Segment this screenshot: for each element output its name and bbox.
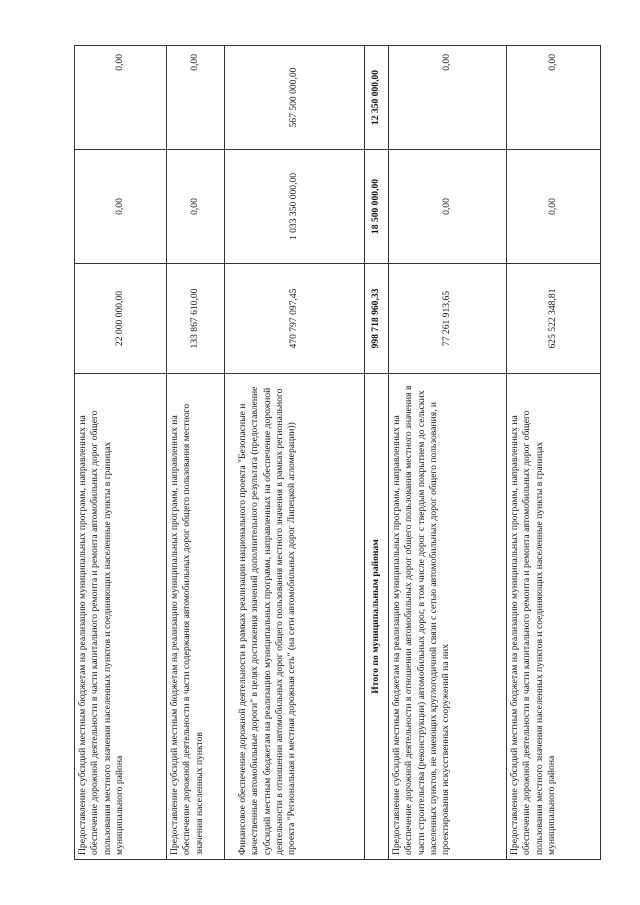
row-value-2: 0,00 bbox=[389, 150, 507, 264]
row-description: Предоставление субсидий местным бюджетам на реализацию муниципальных программ, направленных на обеспечение дорожной деятельности в отношении автомобильных дорог общего пользования местного значения в части строительства (реконструкции) автомобильных дорог, в том числе дорог с твердым покрытием до сельских населенных пунктов, не имеющих круглогодичной связи с сетью автомобильных дорог общего пользования, и проектирования искусственных сооружений на них bbox=[389, 374, 507, 860]
row-value-1: 77 261 913,65 bbox=[389, 264, 507, 374]
row-description: Предоставление субсидий местным бюджетам на реализацию муниципальных программ, направленных на обеспечение дорожной деятельности в части содержания автомобильных дорог общего пользования местного значения населенных пунктов bbox=[167, 374, 225, 860]
subsidy-table bbox=[74, 45, 601, 860]
row-value-1: 22 000 000,00 bbox=[75, 264, 167, 374]
row-value-3: 0,00 bbox=[75, 46, 167, 150]
row-value-3: 0,00 bbox=[507, 46, 601, 150]
table-row bbox=[507, 46, 601, 860]
table-row bbox=[389, 46, 507, 860]
total-value-2: 18 500 000,00 bbox=[365, 150, 389, 264]
row-value-3: 567 500 000,00 bbox=[225, 46, 365, 150]
rotated-table-container bbox=[74, 46, 600, 860]
row-value-1: 133 867 610,00 bbox=[167, 264, 225, 374]
total-value-3: 12 350 000,00 bbox=[365, 46, 389, 150]
row-value-3: 0,00 bbox=[167, 46, 225, 150]
table-row bbox=[167, 46, 225, 860]
row-description: Финансовое обеспечение дорожной деятельности в рамках реализации национального проекта "Безопасные и качественные автомобильные дороги" в целях достижения значений дополнительного результата (предоставление субсидий местным бюджетам на реализацию муниципальных программ, направленных на обеспечение дорожной деятельности в отношении автомобильных дорог общего пользования местного значения в рамках регионального проекта "Региональная и местная дорожная сеть" (на сети автомобильных дорог Липецкой агломерации)) bbox=[225, 374, 365, 860]
row-value-2: 0,00 bbox=[507, 150, 601, 264]
row-description: Предоставление субсидий местным бюджетам на реализацию муниципальных программ, направленных на обеспечение дорожной деятельности в части капитального ремонта и ремонта автомобильных дорог общего пользования местного значения населенных пунктов и соединяющих населенные пункты в границах муниципального района bbox=[75, 374, 167, 860]
row-value-2: 0,00 bbox=[167, 150, 225, 264]
table-row bbox=[75, 46, 167, 860]
row-value-3: 0,00 bbox=[389, 46, 507, 150]
total-row bbox=[365, 46, 389, 860]
total-label: Итого по муниципальным районам bbox=[365, 374, 389, 860]
row-value-1: 625 522 348,81 bbox=[507, 264, 601, 374]
table-row bbox=[225, 46, 365, 860]
row-description: Предоставление субсидий местным бюджетам на реализацию муниципальных программ, направленных на обеспечение дорожной деятельности в части капитального ремонта и ремонта автомобильных дорог общего пользования местного значения населенных пунктов и соединяющих населенные пункты в границах муниципального района bbox=[507, 374, 601, 860]
row-value-2: 1 033 350 000,00 bbox=[225, 150, 365, 264]
row-value-2: 0,00 bbox=[75, 150, 167, 264]
row-value-1: 470 797 097,45 bbox=[225, 264, 365, 374]
total-value-1: 998 718 960,33 bbox=[365, 264, 389, 374]
